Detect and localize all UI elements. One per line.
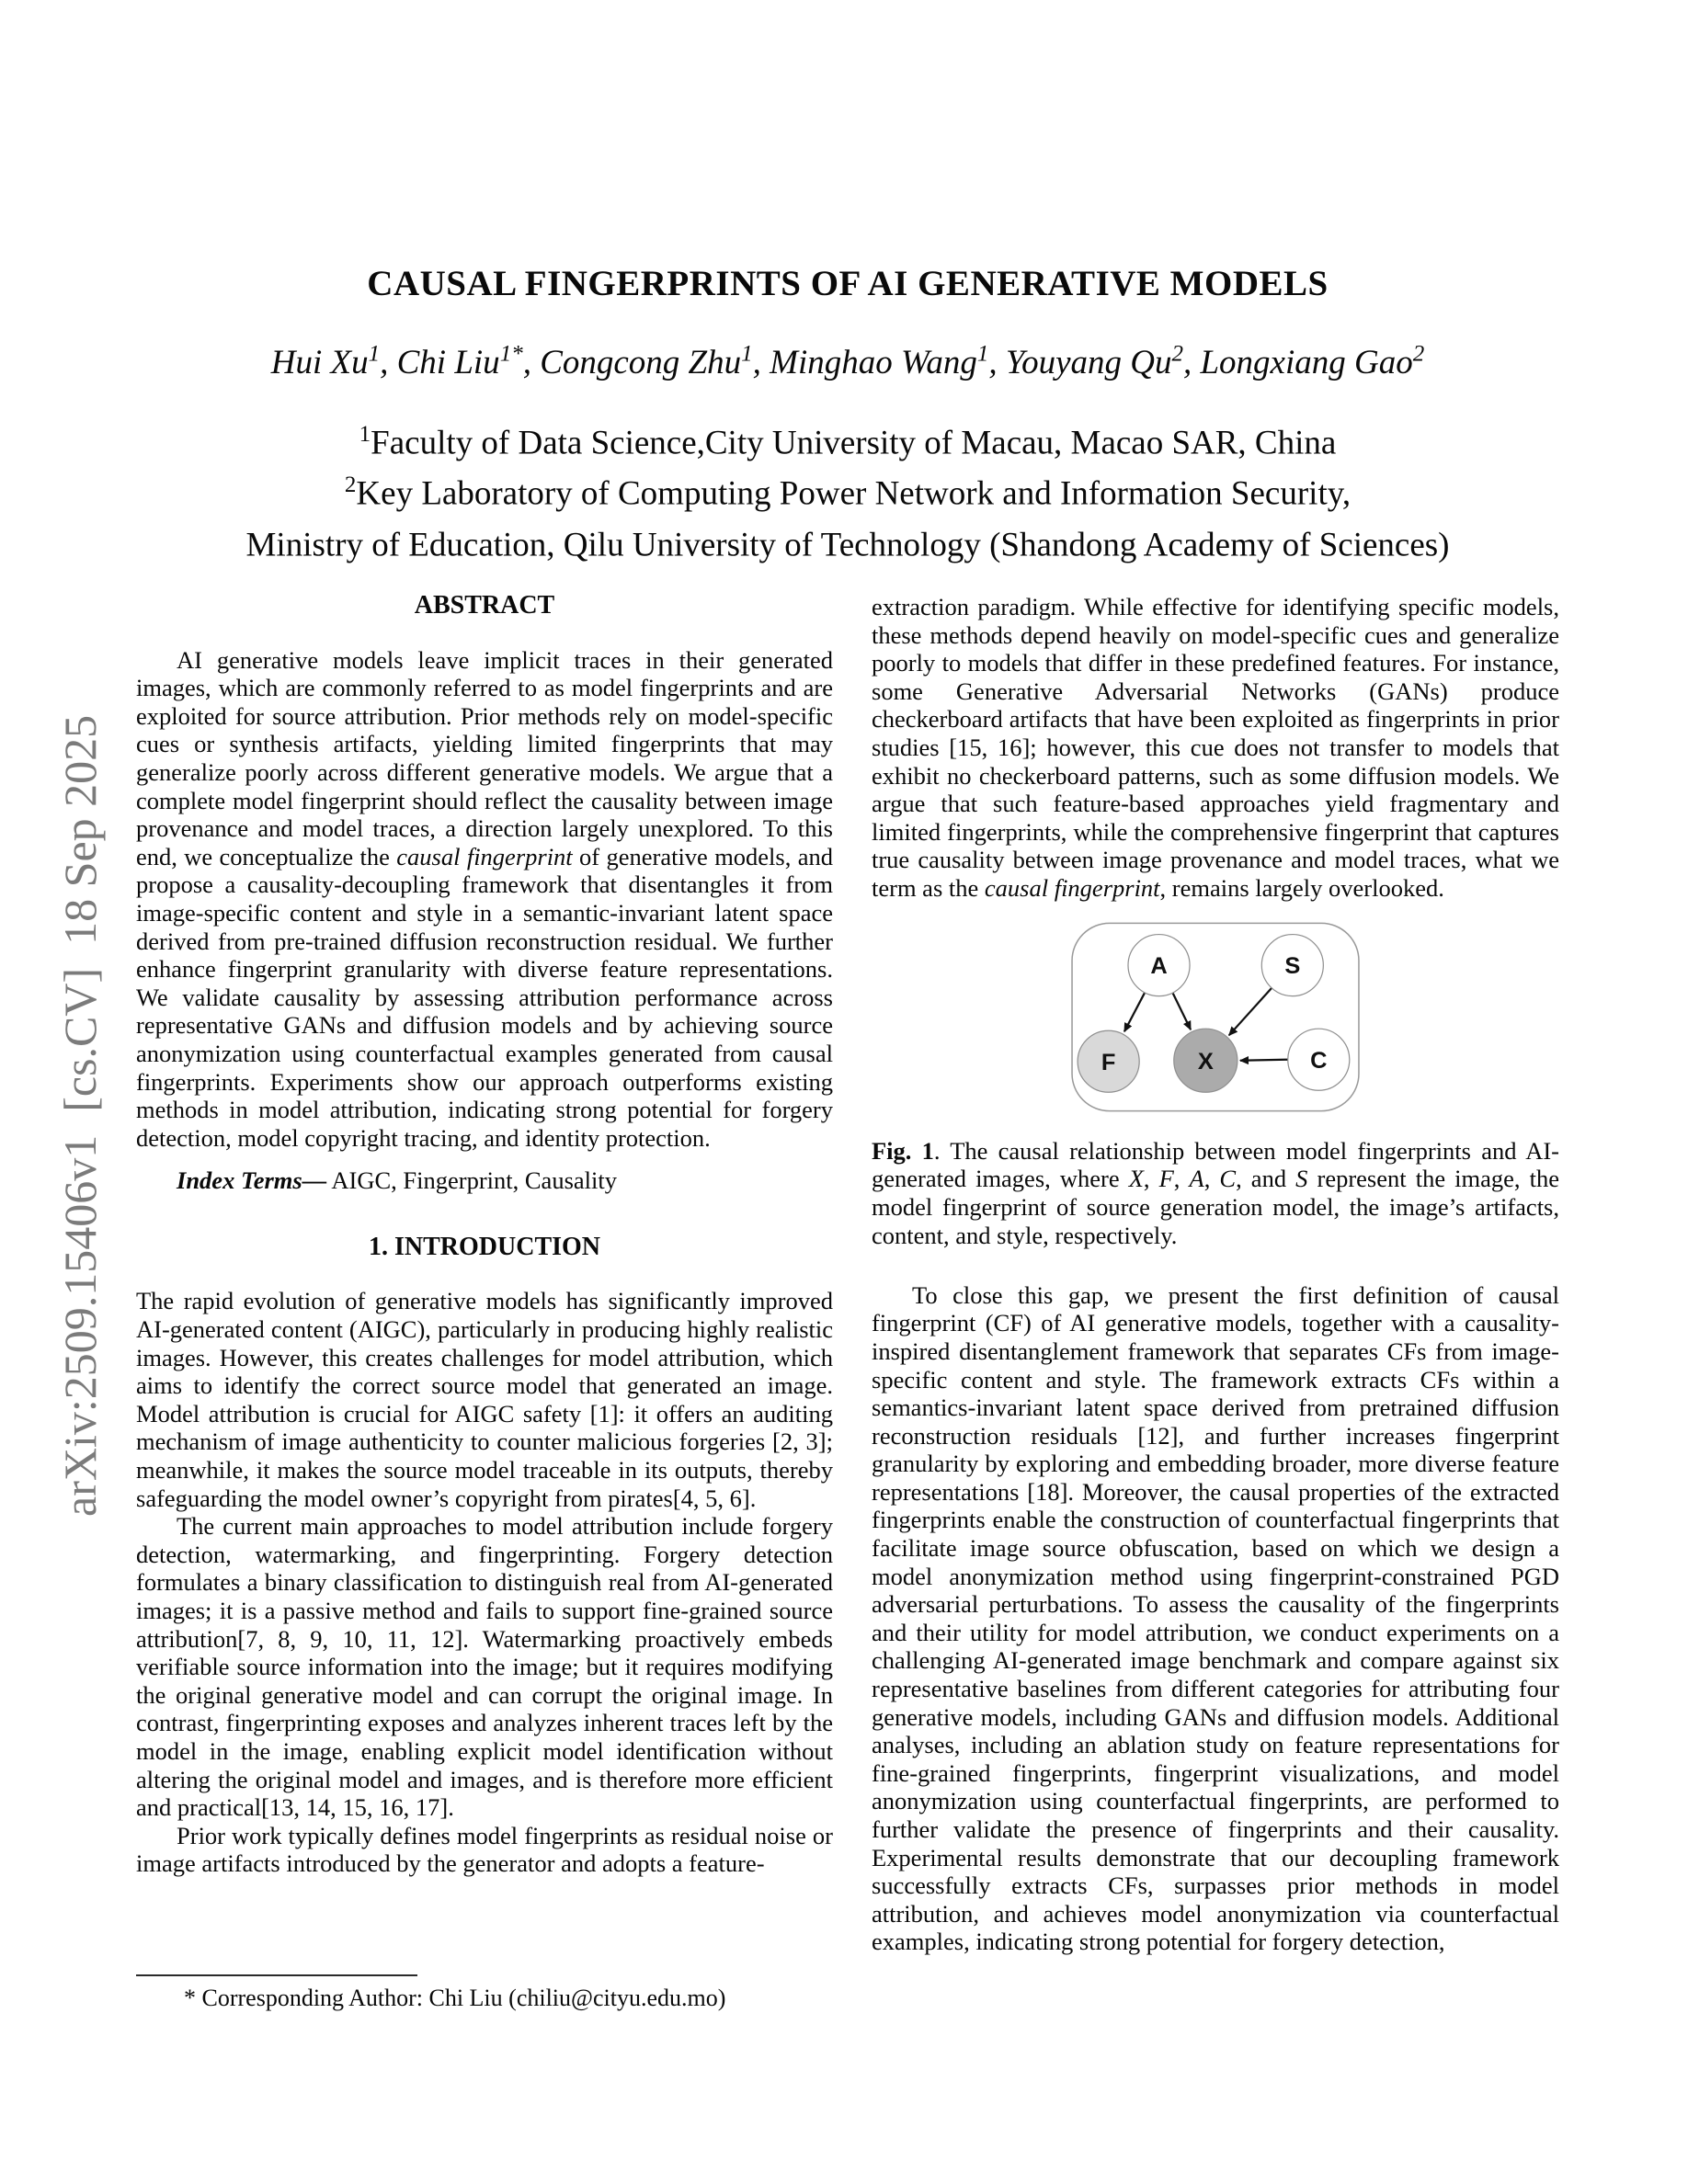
arxiv-watermark: arXiv:2509.15406v1 [cs.CV] 18 Sep 2025 <box>54 714 106 1518</box>
author-affil-mark: 1 <box>741 342 753 367</box>
figure-label: Fig. 1 <box>872 1136 934 1165</box>
node-F-label: F <box>1101 1049 1116 1075</box>
intro-paragraph-3: Prior work typically defines model fingerprints as residual noise or image artifacts introduced by the generator and adopts a feature- <box>136 1821 833 1878</box>
intro-paragraph-2: The current main approaches to model attribution include forgery detection, watermarking, and fingerprinting. Forgery detection formulates a binary classification to distinguish real from AI-generated images; it is a passive method and fails to support fine-grained source attribution[7, 8, 9, 10, 11, 12]. Watermarking proactively embeds verifiable source information into the image; but it requires modifying the original generative model and can corrupt the original image. In contrast, fingerprinting exposes and analyzes inherent traces left by the model in the image, enabling explicit model identification without altering the original model and images, and is therefore more efficient and practical[13, 14, 15, 16, 17]. <box>136 1512 833 1822</box>
abstract-heading: ABSTRACT <box>414 591 555 620</box>
abstract-paragraph: AI generative models leave implicit traces in their generated images, which are commonly referred to as model fingerprints and are exploited for source attribution. Prior methods rely on model-specific cues or synthesis artifacts, yielding limited fingerprints that may generalize poorly across different generative models. We argue that a complete model fingerprint should reflect the causality between image provenance and model traces, a direction largely unexplored. To this end, we conceptualize the causal fingerprint of generative models, and propose a causality-decoupling framework that disentangles it from image-specific content and style in a semantic-invariant latent space derived from pre-trained diffusion reconstruction residual. We further enhance fingerprint granularity with diverse feature representations. We validate causality by assessing attribution performance across representative GANs and diffusion models and by achieving source anonymization using counterfactual examples generated from causal fingerprints. Experiments show our approach outperforms existing methods in model attribution, indicating strong potential for forgery detection, model copyright tracing, and identity protection. <box>136 645 833 1152</box>
italic-term: causal fingerprint <box>396 842 573 870</box>
corresponding-author-note: * Corresponding Author: Chi Liu (chiliu@cityu.edu.mo) <box>184 1985 726 2011</box>
author-affil-mark: 2 <box>1171 342 1183 367</box>
causal-graph-figure <box>1070 921 1361 1113</box>
index-terms-label: Index Terms— <box>177 1166 327 1195</box>
author-line <box>136 342 1559 382</box>
italic-term: causal fingerprint <box>984 873 1160 902</box>
left-column <box>136 590 833 2013</box>
author: Minghao Wang$^1$, <box>770 342 1006 382</box>
footnote <box>136 1974 833 2013</box>
figure-1-caption: Fig. 1. The causal relationship between model fingerprints and AI-generated images, where X, F, A, C, and S represent the image, the model fingerprint of source generation model, the image’s artifacts, content, and style, respectively. <box>872 1136 1560 1249</box>
affiliation-line: Ministry of Education, Qilu University of Technology (Shandong Academy of Sciences) <box>245 525 1450 563</box>
edge-S-X <box>1229 987 1272 1035</box>
author: Longxiang Gao$^2$ <box>1200 342 1425 382</box>
intro-paragraph-1: The rapid evolution of generative models has significantly improved AI-generated content (AIGC), particularly in producing highly realistic images. However, this creates challenges for model attribution, which aims to identify the correct source model that generated an image. Model attribution is crucial for AIGC safety [1]: it offers an auditing mechanism of image authenticity to counter malicious forgeries [2, 3]; meanwhile, it makes the source model traceable in its outputs, thereby safeguarding the model owner’s copyright from pirates[4, 5, 6]. <box>136 1287 833 1512</box>
edge-A-F <box>1124 992 1145 1031</box>
affiliations <box>136 414 1559 566</box>
author: Hui Xu$^1$, <box>270 342 397 382</box>
author: Youyang Qu$^2$, <box>1005 342 1201 382</box>
node-X-label: X <box>1197 1048 1214 1075</box>
affiliation-line: $^1$Faculty of Data Science,City University of Macau, Macao SAR, China <box>359 422 1337 462</box>
affiliation-line: $^2$Key Laboratory of Computing Power Network and Information Security, <box>344 472 1352 513</box>
node-S-label: S <box>1284 952 1301 979</box>
author-affil-mark: 1* <box>499 342 523 367</box>
introduction-heading: 1. INTRODUCTION <box>368 1232 601 1261</box>
right-paragraph-2: To close this gap, we present the first definition of causal fingerprint (CF) of AI generative models, together with a causality-inspired disentanglement framework that separates CFs from image-specific content and style. The framework extracts CFs within a semantics-invariant latent space derived from pretrained diffusion reconstruction residuals [12], and further increases fingerprint granularity by exploring and embedding broader, more diverse feature representations [18]. Moreover, the causal properties of the extracted fingerprints enable the construction of counterfactual fingerprints that facilitate image source obfuscation, based on which we design a model anonymization method using fingerprint-constrained PGD adversarial perturbations. To assess the causality of the fingerprints and their utility for model attribution, we conduct experiments on a challenging AI-generated image benchmark and compare against six representative baselines from different categories for attributing four generative models, including GANs and diffusion models. Additional analyses, including an ablation study on feature representations for fine-grained fingerprints, fingerprint visualizations, and model anonymization using counterfactual fingerprints, are performed to further validate the presence of fingerprints and their causality. Experimental results demonstrate that our decoupling framework successfully extracts CFs, surpasses prior methods in model attribution, and achieves model anonymization via counterfactual examples, indicating strong potential for forgery detection, <box>872 1280 1559 1956</box>
node-A-label: A <box>1150 952 1168 979</box>
figure-1 <box>872 921 1559 1250</box>
author-affil-mark: 1 <box>368 342 381 367</box>
node-C-label: C <box>1310 1047 1328 1074</box>
paper-title: CAUSAL FINGERPRINTS OF AI GENERATIVE MODELS <box>367 264 1329 303</box>
author-affil-mark: 1 <box>976 342 989 367</box>
edge-A-X <box>1173 993 1191 1029</box>
index-terms: Index Terms— AIGC, Fingerprint, Causality <box>177 1166 617 1195</box>
right-paragraph-1: extraction paradigm. While effective for identifying specific models, these methods depend heavily on model-specific cues and generalize poorly to models that differ in these predefined features. For instance, some Generative Adversarial Networks (GANs) produce checkerboard artifacts that have been exploited as fingerprints in prior studies [15, 16]; however, this cue does not transfer to models that exhibit no checkerboard patterns, such as some diffusion models. We argue that such feature-based approaches yield fragmentary and limited fingerprints, while the comprehensive fingerprint that captures true causality between image provenance and model traces, what we term as the causal fingerprint, remains largely overlooked. <box>872 593 1559 902</box>
author-affil-mark: 2 <box>1412 342 1425 367</box>
footnote-rule <box>136 1974 417 1976</box>
right-column <box>872 593 1559 1956</box>
author: Chi Liu$^{1*}$, <box>396 342 541 382</box>
edge-C-X <box>1240 1059 1288 1060</box>
author: Congcong Zhu$^1$, <box>540 342 770 382</box>
